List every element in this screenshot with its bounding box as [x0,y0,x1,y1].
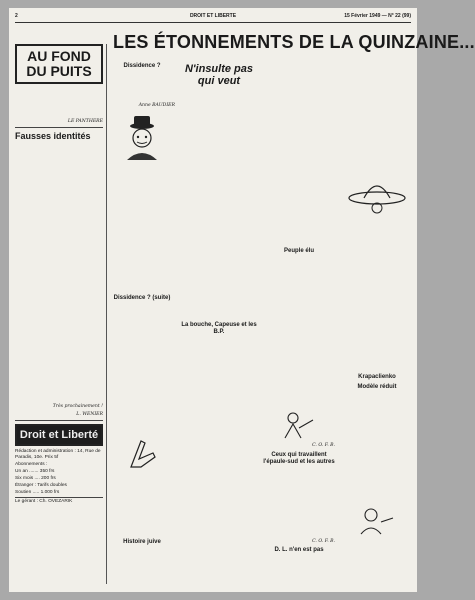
column-2-body [109,167,175,292]
column-2 [109,60,175,584]
intro-text [15,84,103,118]
price-row: Six mois .... 200 frs [15,476,56,481]
column-5 [341,60,413,584]
page-number: 2 [15,13,18,19]
issue-date: 15 Février 1949 — N° 22 (99) [344,13,411,19]
pointing-hand-icon [125,437,159,473]
left-column [15,44,107,584]
dl-nen-est-pas-title: D. L. n'en est pas [274,547,324,554]
title-line-2: DU PUITS [26,63,92,79]
peuple-elu-body [263,257,335,407]
au-fond-du-puits-title [15,44,103,84]
column-3 [181,60,257,584]
column-5-bottom-body [341,393,413,503]
cofb-signature-1: C. O. F. B. [312,443,335,448]
small-figure-icon [357,506,397,536]
epaule-sud-title: Ceux qui travaillent l'épaule-sud et les autres [263,451,335,465]
subscription-info [15,449,103,505]
gerant: Le gérant : Ch. OVEZARIK [15,499,73,504]
sombrero-cartoon-icon [346,168,408,218]
running-head [15,12,411,23]
divider [15,420,103,421]
histoire-juive-title: Histoire juive [123,538,161,545]
closing-note: Très prochainement ! [52,404,103,409]
column-4 [263,60,335,584]
newspaper-name: DROIT ET LIBERTE [189,13,237,19]
epaule-sud-body [263,468,335,538]
column-2-body-2 [109,304,175,434]
price-row: Un an ....... 350 frs [15,469,55,474]
ninsulte-body [181,89,257,319]
closing-signature: L. WENIER [76,412,103,417]
fausses-identites-title: Fausses identités [15,131,91,141]
dissidence-title: Dissidence ? [123,63,161,69]
column-5-mid-body [341,221,413,371]
small-figure-icon [281,410,317,440]
fausses-identites-body [15,143,103,403]
cofb-signature-2: C. O. F. B. [312,538,335,544]
ninsulte-headline: N'insulte pas qui veut [184,63,254,87]
dissidence-body [109,72,175,102]
title-line-1: AU FOND [27,48,91,64]
divider [15,127,103,128]
page-banner: LES ÉTONNEMENTS DE LA QUINZAINE... [113,32,475,52]
peuple-elu-title: Peuple élu [283,248,314,254]
dissidence-title-2: Dissidence ? (suite) [113,294,171,301]
subscription-body: Rédaction et administration : 14, Rue de Paradis, 10e. Prix 5f [15,449,101,460]
subscription-prices-label: Abonnements : [15,462,48,467]
column-4-top-body [263,60,335,245]
panthere-signature: LE PANTHERE [67,119,103,124]
subscription-box-title [15,424,103,446]
column-2-body-3 [109,476,175,536]
price-row: Soutien ..... 1.000 frs [15,490,60,495]
cartoon-man-icon [113,112,171,164]
divider [15,497,103,498]
column-5-top-body [341,60,413,165]
bouche-capeuse-title: La bouche, Capeuse et les B.P. [181,322,257,335]
newspaper-page [9,8,475,592]
price-row: Étranger : Tarifs doubles [15,483,67,488]
subscription-title: Droit et Liberté [19,429,99,441]
krapaclienko-title: Krapaclienko [358,374,396,380]
modele-reduit-title: Modèle réduit [357,384,397,390]
dissidence-signature: Anne BAUDIER [138,103,175,108]
